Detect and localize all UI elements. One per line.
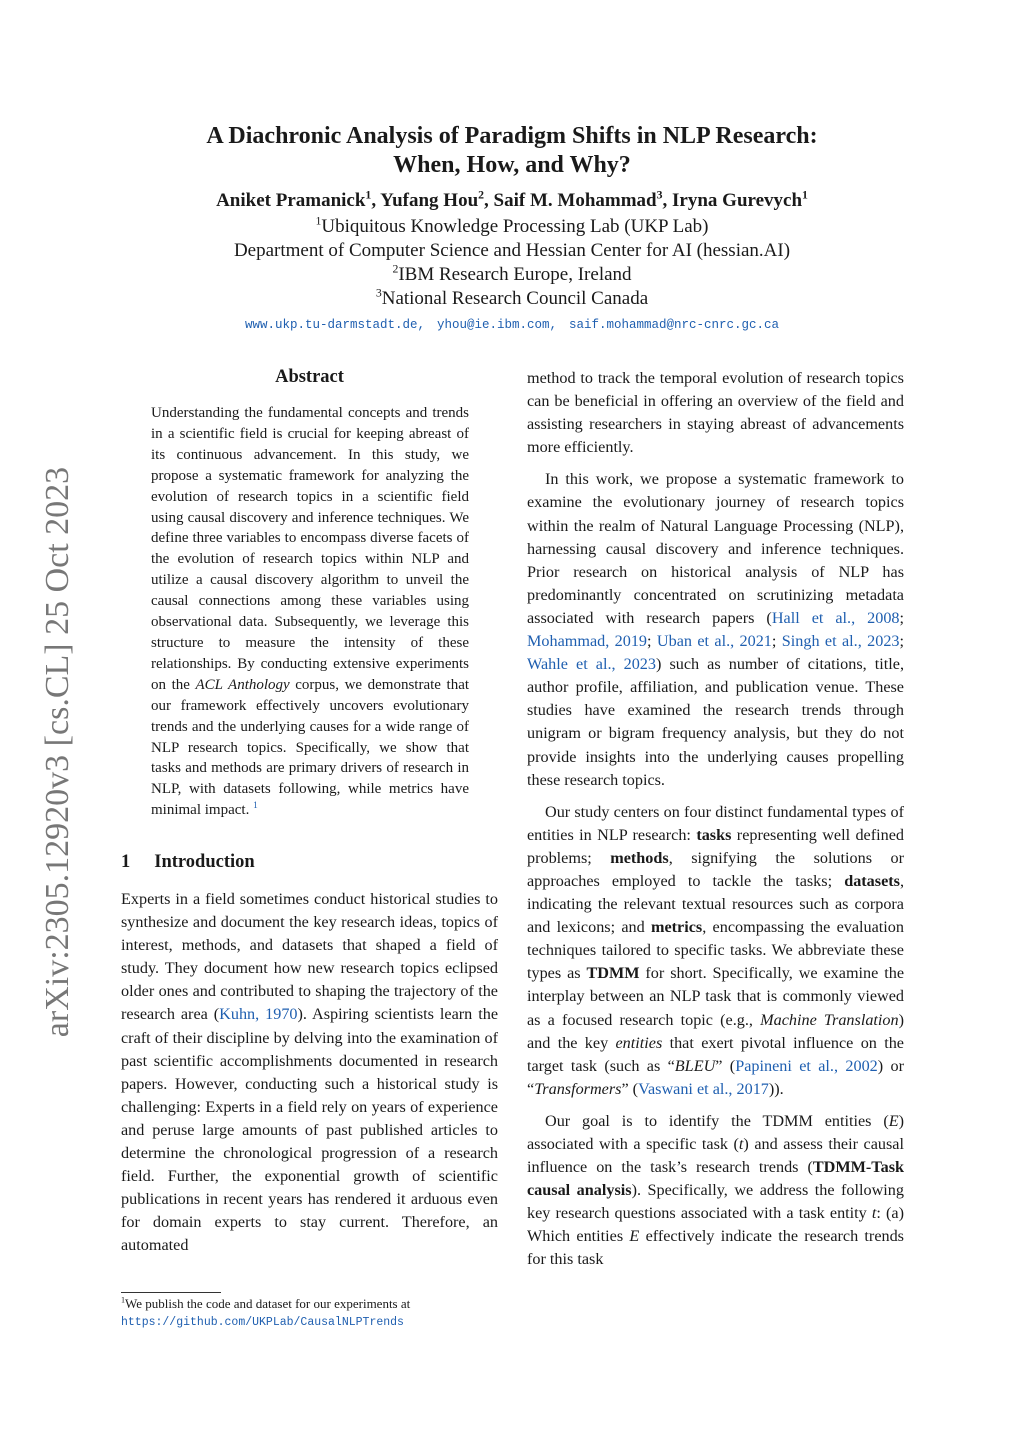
section-number: 1	[121, 852, 131, 872]
title-line-1: A Diachronic Analysis of Paradigm Shifts in NLP Research:	[206, 123, 818, 149]
bold-term: TDMM-Task causal analysis	[527, 1158, 904, 1200]
section-heading-introduction	[121, 852, 255, 873]
paragraph-text: : (a) Which entities	[527, 1204, 904, 1246]
paragraph-text: Our study centers on four distinct fundamental types of entities in NLP research:	[527, 802, 904, 844]
citation-link[interactable]: Hall et al., 2008	[771, 608, 900, 627]
paragraph-text: representing well defined problems;	[527, 825, 904, 867]
footnote-divider	[121, 1292, 221, 1293]
abstract-heading: Abstract	[275, 367, 344, 387]
paragraph-text: )).	[768, 1079, 784, 1098]
footnote	[121, 1296, 501, 1331]
abstract-part: Understanding the fundamental concepts and trends in a scientific field is crucial for keeping abreast of its continuous advancement. In this study, we propose a systematic framework for analyzing the evolution of research topics in a scientific field using causal discovery and inference techniques. We define three variables to encompass diverse facets of the evolution of research topics within NLP and utilize a causal discovery algorithm to unveil the causal connections among these variables using observational data. Subsequently, we leverage this structure to measure the intensity of these relationships. By conducting extensive experiments on the	[151, 405, 469, 693]
author-affil-mark: 1	[365, 188, 372, 202]
abstract-text	[151, 403, 469, 821]
paragraph-continued: method to track the temporal evolution of research topics can be beneficial in offering an overview of the field and assisting researchers in staying abreast of advancements more efficiently.	[527, 369, 904, 457]
paper-title	[0, 122, 1024, 180]
affil-text: IBM Research Europe, Ireland	[398, 264, 632, 285]
author-affil-mark: 1	[802, 188, 808, 202]
bold-term: metrics	[651, 918, 703, 937]
right-column	[527, 367, 904, 1281]
affil-mark: 1	[315, 214, 322, 228]
citation-separator: ;	[899, 608, 905, 627]
paragraph-text: ) or “	[527, 1056, 904, 1098]
email-link[interactable]: saif.mohammad@nrc-cnrc.gc.ca	[569, 318, 780, 332]
math-variable: t	[738, 1135, 744, 1153]
paragraph-text: Our goal is to identify the TDMM entities (	[545, 1111, 889, 1130]
paragraph	[527, 1110, 904, 1272]
affiliation-1	[0, 215, 1024, 239]
affil-text: National Research Council Canada	[381, 288, 649, 309]
citation-separator: ;	[899, 632, 904, 651]
code-url-link[interactable]: https://github.com/UKPLab/CausalNLPTrends	[121, 1315, 404, 1329]
citation-link[interactable]: Wahle et al., 2023	[527, 655, 656, 674]
abstract-part: corpus, we demonstrate that our framework effectively uncovers evolutionary trends and the underlying causes for a wide range of NLP research topics. Specifically, we show that tasks and methods are primary drivers of research in NLP, with datasets following, while metrics have minimal impact.	[151, 676, 470, 819]
affil-mark: 3	[375, 286, 382, 300]
citation-separator: ;	[771, 632, 782, 651]
paragraph-text: for short. Specifically, we examine the interplay between an NLP task that is commonly viewed as a focused research topic (e.g.,	[527, 964, 905, 1029]
italic-term: Transformers	[534, 1079, 622, 1098]
math-variable: t	[871, 1204, 877, 1223]
paragraph-text: , indicating the relevant textual resources such as corpora and lexicons; and	[527, 871, 904, 937]
section-title: Introduction	[154, 852, 255, 872]
paragraph-text: , signifying the solutions or approaches employed to tackle the tasks;	[527, 848, 904, 890]
citation-separator: ;	[647, 632, 657, 651]
paragraph-text: In this work, we propose a systematic framework to examine the evolutionary journey of research topics within the realm of Natural Language Processing (NLP), harnessing causal discovery and inference techniques. Prior research on historical analysis of NLP has predominantly concentrated on scrutinizing metadata associated with research papers (	[527, 470, 904, 627]
website-link[interactable]: www.ukp.tu-darmstadt.de,	[244, 318, 425, 332]
paragraph-text: ). Aspiring scientists learn the craft of their discipline by delving into the examination of past scientific accomplishments documented in research papers. However, conducting such a historical study is challenging: Experts in a field rely on years of experience and peruse large amounts of past published articles to determine the chronological progression of a research field. Further, the exponential growth of scientific publications in recent years has rendered it arduous even for domain experts to stay current. Therefore, an automated	[121, 1005, 498, 1255]
author-name: Saif M. Mohammad	[493, 190, 657, 211]
citation-link[interactable]: Mohammad, 2019	[527, 632, 648, 651]
math-variable: E	[888, 1111, 899, 1130]
abstract-italic: ACL Anthology	[195, 676, 290, 693]
italic-term: BLEU	[674, 1056, 716, 1075]
author-separator: ,	[371, 190, 381, 211]
paragraph-text: that exert pivotal influence on the target task (such as “	[527, 1033, 904, 1075]
paragraph-text: ” (	[621, 1079, 639, 1098]
author-name: Iryna Gurevych	[672, 190, 803, 211]
author-name: Aniket Pramanick	[216, 190, 366, 211]
citation-link[interactable]: Vaswani et al., 2017	[638, 1079, 769, 1098]
author-separator: ,	[662, 190, 673, 211]
affiliation-3	[0, 287, 1024, 311]
paragraph-text: , encompassing the evaluation techniques tailored to specific tasks. We abbreviate these types as	[527, 918, 904, 983]
affiliation-1-dept: Department of Computer Science and Hessian Center for AI (hessian.AI)	[233, 240, 791, 261]
citation-link[interactable]: Kuhn, 1970	[219, 1005, 298, 1024]
paragraph-text: effectively indicate the research trends for this task	[527, 1227, 904, 1269]
citation-link[interactable]: Singh et al., 2023	[781, 632, 900, 651]
affiliation-2	[0, 263, 1024, 287]
affil-text: Ubiquitous Knowledge Processing Lab (UKP Lab)	[321, 216, 709, 237]
bold-term: methods	[610, 848, 669, 867]
bold-term: TDMM	[586, 964, 640, 983]
contact-emails	[0, 318, 1024, 332]
author-affil-mark: 3	[656, 188, 663, 202]
author-name: Yufang Hou	[380, 190, 479, 211]
citation-link[interactable]: Papineni et al., 2002	[735, 1056, 878, 1075]
intro-paragraph	[121, 888, 498, 1258]
footnote-ref[interactable]: 1	[253, 801, 258, 812]
paragraph-text: ” (	[715, 1056, 736, 1075]
italic-term: entities	[615, 1033, 663, 1052]
paragraph	[527, 468, 904, 791]
paragraph-text: ) such as number of citations, title, author profile, affiliation, and publication venue. These studies have examined the research trends through unigram or bigram frequency analysis, but they do not provide insights into the underlying causes propelling these research topics.	[527, 655, 904, 789]
author-separator: ,	[484, 190, 494, 211]
bold-term: tasks	[696, 825, 732, 844]
paragraph-text: Experts in a field sometimes conduct historical studies to synthesize and document the key research ideas, topics of interest, methods, and datasets that shaped a field of study. They document how new research topics eclipsed older ones and contributed to shaping the trajectory of the research area (	[121, 890, 498, 1024]
paragraph-text: ). Specifically, we address the following key research questions associated with a task entity	[527, 1181, 904, 1223]
arxiv-side-stamp: arXiv:2305.12920v3 [cs.CL] 25 Oct 2023	[39, 466, 76, 1038]
affil-mark: 2	[392, 262, 399, 276]
paragraph-text: ) associated with a specific task (	[527, 1111, 904, 1153]
footnote-text: We publish the code and dataset for our experiments at	[125, 1296, 411, 1311]
title-line-2: When, How, and Why?	[393, 152, 631, 178]
citation-link[interactable]: Uban et al., 2021	[656, 632, 772, 651]
italic-term: Machine Translation	[760, 1010, 899, 1029]
bold-term: datasets	[844, 871, 900, 890]
paragraph-text: ) and the key	[527, 1010, 904, 1052]
math-variable: E	[629, 1227, 640, 1246]
footnote-mark: 1	[121, 1295, 126, 1305]
author-list	[0, 190, 1024, 212]
author-affil-mark: 2	[478, 188, 485, 202]
paragraph-text: ) and assess their causal influence on the task’s research trends (	[527, 1135, 904, 1177]
paragraph	[527, 801, 904, 1101]
email-link[interactable]: yhou@ie.ibm.com,	[436, 318, 557, 332]
